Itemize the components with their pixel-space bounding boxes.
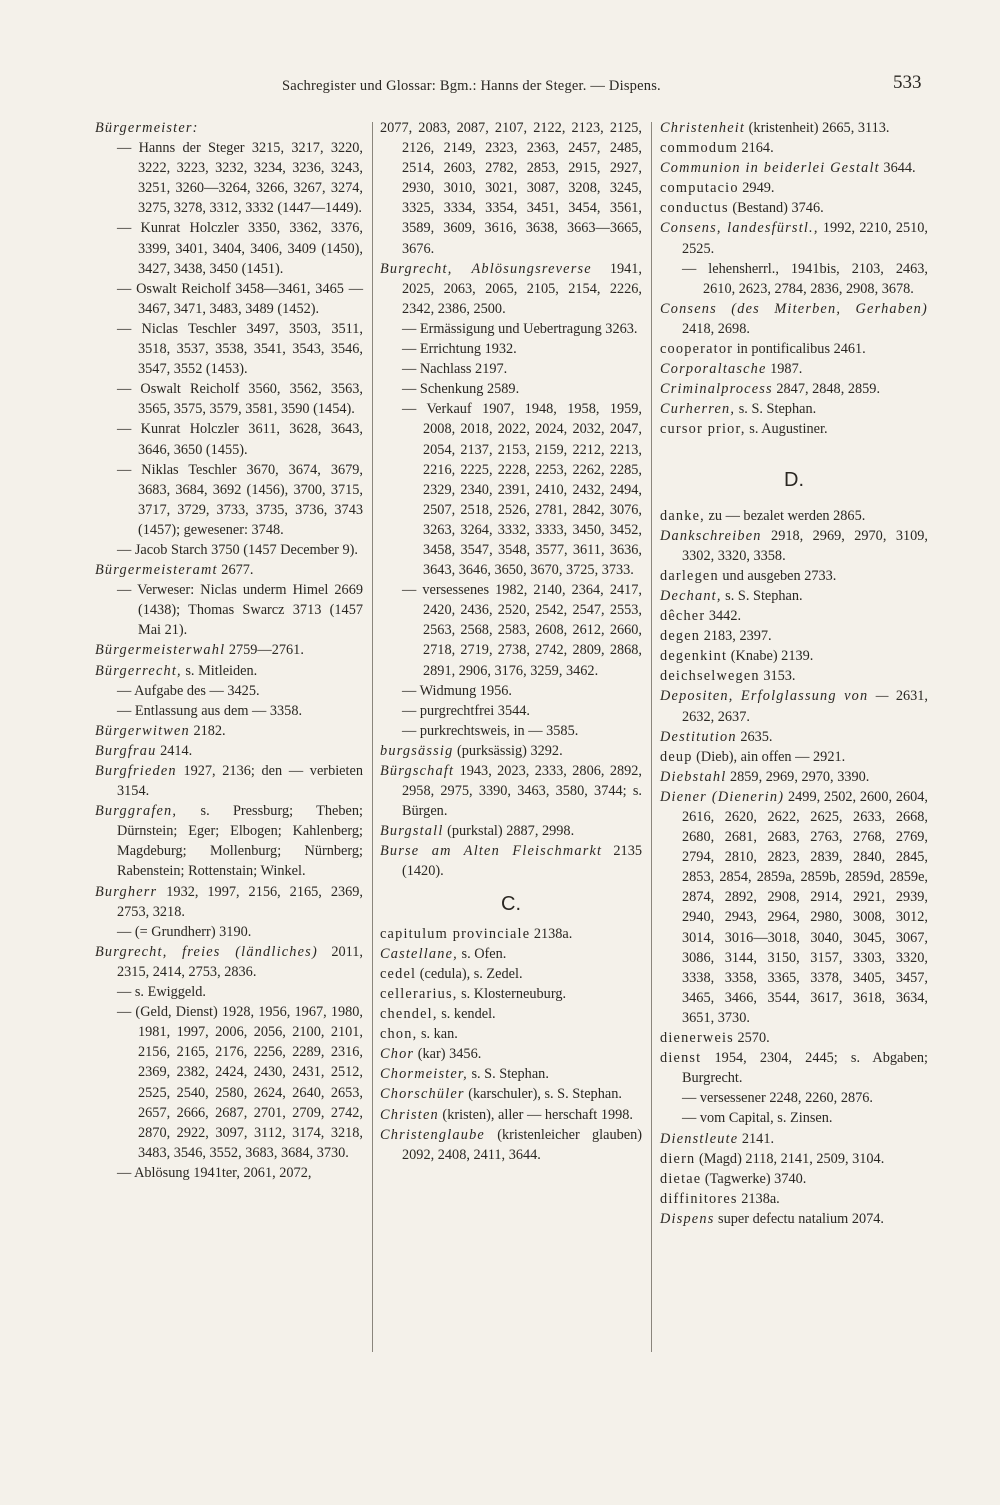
index-column-3: [660, 118, 928, 1229]
index-subentry: [380, 359, 642, 379]
entry-references: 1992, 2210, 2510, 2525.: [682, 220, 928, 257]
entry-references: 2138a.: [530, 925, 573, 942]
entry-headword: Bürgermeisterwahl: [95, 642, 226, 659]
index-subentry: [660, 1108, 928, 1128]
index-subentry: [95, 460, 363, 540]
entry-headword: degen: [660, 628, 701, 645]
entry-references: — Oswalt Reicholf 3458—3461, 3465 —3467, 3471, 3483, 3489 (1452).: [117, 280, 363, 317]
entry-references: — Kunrat Holczler 3611, 3628, 3643, 3646, 3650 (1455).: [117, 421, 363, 458]
entry-references: 2135 (1420).: [402, 843, 642, 880]
entry-headword: cedel: [380, 965, 417, 982]
entry-references: (kar) 3456.: [414, 1046, 482, 1063]
index-entry: [95, 882, 363, 922]
index-entry: [380, 1105, 642, 1125]
index-subentry: [95, 922, 363, 942]
entry-references: — purkrechtsweis, in — 3585.: [402, 722, 579, 739]
entry-references: (Bestand) 3746.: [728, 200, 824, 217]
entry-references: s. Augustiner.: [745, 421, 828, 438]
entry-references: — Ablösung 1941ter, 2061, 2072,: [117, 1164, 312, 1181]
entry-references: (purkstal) 2887, 2998.: [443, 823, 575, 840]
entry-headword: computacio: [660, 180, 739, 197]
index-entry: [380, 1024, 642, 1044]
index-entry: [95, 801, 363, 881]
index-subentry: [380, 399, 642, 580]
index-entry: [380, 984, 642, 1004]
index-entry: [95, 942, 363, 982]
index-entry: [380, 118, 642, 259]
entry-headword: Burgstall: [380, 823, 444, 840]
entry-references: 2141.: [738, 1130, 775, 1147]
index-subentry: [380, 339, 642, 359]
index-subentry: [95, 982, 363, 1002]
index-entry: [380, 761, 642, 821]
entry-references: — (Geld, Dienst) 1928, 1956, 1967, 1980, 1981, 1997, 2006, 2056, 2100, 2101, 2156, 2165, 2176, 2256, 2289, 2316, 2369, 2382, 2424, 2430, 2431, 2512, 2525, 2540, 2580, 2624, 2640, 2653, 2657, 2666, 2687, 2701, 2709, 2742, 2870, 2922, 3097, 3112, 3174, 3218, 3483, 3546, 3552, 3683, 3684, 3730.: [117, 1004, 363, 1161]
index-entry: [660, 747, 928, 767]
index-entry: [660, 566, 928, 586]
index-entry: [660, 379, 928, 399]
entry-references: 2182.: [189, 722, 226, 739]
entry-references: — Ermässigung und Uebertragung 3263.: [402, 320, 638, 337]
index-entry: [660, 138, 928, 158]
section-letter: D.: [784, 468, 804, 491]
entry-headword: cellerarius,: [380, 985, 458, 1002]
entry-headword: Consens, landesfürstl.,: [660, 220, 819, 237]
entry-references: 2164.: [737, 140, 774, 157]
entry-references: — vom Capital, s. Zinsen.: [682, 1110, 833, 1127]
entry-headword: capitulum provinciale: [380, 925, 531, 942]
entry-references: — Widmung 1956.: [402, 682, 512, 699]
entry-references: — Aufgabe des — 3425.: [117, 682, 260, 699]
index-subentry: [95, 419, 363, 459]
entry-references: s. S. Stephan.: [735, 401, 817, 418]
entry-references: s. S. Stephan.: [467, 1066, 549, 1083]
entry-headword: diern: [660, 1150, 696, 1167]
entry-references: 3153.: [759, 668, 796, 685]
entry-references: (Magd) 2118, 2141, 2509, 3104.: [695, 1150, 885, 1167]
index-entry: [660, 299, 928, 339]
entry-headword: Diebstahl: [660, 768, 727, 785]
index-entry: [660, 787, 928, 1028]
index-entry: [380, 841, 642, 881]
index-entry: [660, 198, 928, 218]
index-entry: [95, 761, 363, 801]
index-subentry: [660, 259, 928, 299]
index-entry: [380, 821, 642, 841]
entry-references: — Entlassung aus dem — 3358.: [117, 702, 303, 719]
index-subentry: [380, 681, 642, 701]
entry-headword: danke,: [660, 507, 705, 524]
entry-headword: darlegen: [660, 567, 719, 584]
entry-references: (kristenheit) 2665, 3113.: [745, 120, 890, 136]
entry-headword: dienst: [660, 1050, 702, 1067]
entry-headword: Burgrecht, freies (ländliches): [95, 943, 318, 960]
entry-headword: Christenglaube: [380, 1126, 485, 1143]
entry-references: s. Ofen.: [457, 945, 507, 962]
entry-references: — Verweser: Niclas underm Himel 2669 (1438); Thomas Swarcz 3713 (1457 Mai 21).: [117, 582, 363, 639]
index-entry: [660, 1048, 928, 1088]
entry-headword: deichselwegen: [660, 668, 760, 685]
index-entry: [380, 924, 642, 944]
entry-headword: Burgherr: [95, 883, 158, 900]
index-entry: [95, 721, 363, 741]
entry-headword: Burggrafen,: [95, 803, 178, 820]
index-entry: [660, 158, 928, 178]
index-entry: [660, 1169, 928, 1189]
entry-references: — Kunrat Holczler 3350, 3362, 3376, 3399, 3401, 3404, 3406, 3409 (1450), 3427, 3438, 3450 (1451).: [117, 220, 363, 277]
index-entry: [380, 259, 642, 319]
entry-headword: chendel,: [380, 1006, 438, 1023]
column-divider: [372, 122, 373, 1352]
entry-headword: Bürgschaft: [380, 763, 455, 779]
entry-references: — Niklas Teschler 3670, 3674, 3679, 3683, 3684, 3692 (1456), 3700, 3715, 3717, 3729, 3733, 3735, 3736, 3743 (1457); gewesener: 3748.: [117, 461, 363, 538]
entry-references: in pontificalibus 2461.: [733, 341, 866, 358]
entry-headword: dienerweis: [660, 1030, 734, 1047]
entry-headword: Destitution: [660, 728, 737, 745]
entry-references: 2635.: [736, 728, 773, 745]
entry-headword: dêcher: [660, 608, 706, 625]
entry-references: super defectu natalium 2074.: [714, 1210, 884, 1227]
entry-headword: Criminalprocess: [660, 381, 773, 398]
index-entry: [660, 586, 928, 606]
index-subentry: [380, 319, 642, 339]
entry-headword: Diener (Dienerin): [660, 788, 785, 805]
entry-references: — Errichtung 1932.: [402, 341, 517, 358]
entry-headword: Chorschüler: [380, 1086, 465, 1103]
index-subentry: [95, 379, 363, 419]
entry-references: (cedula), s. Zedel.: [416, 965, 523, 982]
index-subentry: [95, 279, 363, 319]
entry-headword: Dechant,: [660, 587, 722, 604]
entry-headword: Chor: [380, 1046, 415, 1063]
index-entry: [660, 1189, 928, 1209]
index-entry: [660, 1149, 928, 1169]
index-entry: [660, 506, 928, 526]
index-entry: [380, 1064, 642, 1084]
entry-headword: Castellane,: [380, 945, 458, 962]
index-entry: [660, 727, 928, 747]
entry-references: 2077, 2083, 2087, 2107, 2122, 2123, 2125, 2126, 2149, 2323, 2363, 2457, 2485, 2514, 2603, 2782, 2853, 2915, 2927, 2930, 3010, 3021, 3087, 3208, 3245, 3325, 3334, 3354, 3451, 3454, 3561, 3589, 3609, 3616, 3638, 3663—3665, 3676.: [380, 120, 642, 257]
entry-headword: cursor prior,: [660, 421, 746, 438]
entry-references: 2183, 2397.: [700, 628, 772, 645]
entry-references: 2499, 2502, 2600, 2604, 2616, 2620, 2622, 2625, 2633, 2668, 2680, 2681, 2683, 2763, 2768, 2769, 2794, 2810, 2823, 2839, 2840, 2845, 2853, 2854, 2859a, 2859b, 2859d, 2859e, 2874, 2892, 2908, 2914, 2921, 2939, 2940, 2943, 2964, 2980, 3008, 3012, 3014, 3016—3018, 3040, 3045, 3067, 3086, 3144, 3150, 3157, 3303, 3320, 3338, 3358, 3365, 3378, 3405, 3457, 3465, 3466, 3544, 3617, 3618, 3634, 3651, 3730.: [682, 788, 928, 1026]
index-entry: [380, 964, 642, 984]
index-entry: [380, 1125, 642, 1165]
entry-headword: Christenheit: [660, 120, 746, 136]
index-entry: [660, 359, 928, 379]
index-entry: [380, 1004, 642, 1024]
entry-references: s. kendel.: [437, 1006, 496, 1023]
column-divider: [651, 122, 652, 1352]
index-subentry: [95, 319, 363, 379]
entry-references: 3442.: [705, 608, 742, 625]
entry-references: und ausgeben 2733.: [718, 567, 837, 584]
entry-headword: Bürgerwitwen: [95, 722, 190, 739]
entry-headword: Curherren,: [660, 401, 736, 418]
index-subentry: [95, 218, 363, 278]
index-entry: [660, 646, 928, 666]
index-entry: [660, 118, 928, 138]
entry-headword: dietae: [660, 1170, 702, 1187]
entry-headword: Chormeister,: [380, 1066, 468, 1083]
entry-headword: conductus: [660, 200, 729, 217]
index-subentry: [95, 1163, 363, 1183]
index-subentry: [95, 138, 363, 218]
entry-references: 1941, 2025, 2063, 2065, 2105, 2154, 2226, 2342, 2386, 2500.: [402, 260, 642, 317]
entry-references: — versessenes 1982, 2140, 2364, 2417, 2420, 2436, 2520, 2542, 2547, 2553, 2563, 2568, 2583, 2608, 2612, 2660, 2718, 2719, 2738, 2742, 2809, 2868, 2891, 2906, 3176, 3259, 3462.: [402, 582, 642, 679]
entry-headword: Bürgermeisteramt: [95, 562, 218, 579]
entry-headword: Consens (des Miterben, Gerhaben): [660, 300, 928, 317]
entry-references: — lehensherrl., 1941bis, 2103, 2463, 2610, 2623, 2784, 2836, 2908, 3678.: [682, 260, 928, 297]
index-subentry: [380, 701, 642, 721]
entry-headword: Bürgerrecht,: [95, 662, 182, 679]
index-entry: [380, 1084, 642, 1104]
index-entry: [660, 339, 928, 359]
entry-references: 2570.: [733, 1030, 770, 1047]
entry-references: s. S. Stephan.: [721, 587, 803, 604]
entry-references: 3644.: [879, 160, 916, 177]
entry-references: 2631, 2632, 2637.: [682, 688, 928, 725]
index-subentry: [95, 681, 363, 701]
entry-references: 1932, 1997, 2156, 2165, 2369, 2753, 3218.: [117, 883, 363, 920]
entry-references: 2138a.: [737, 1190, 780, 1207]
entry-references: (Dieb), ain offen — 2921.: [692, 748, 846, 765]
entry-references: 2677.: [217, 562, 254, 579]
index-entry: [660, 419, 928, 439]
entry-references: — Niclas Teschler 3497, 3503, 3511, 3518, 3537, 3538, 3541, 3543, 3546, 3547, 3552 (1453).: [117, 320, 363, 378]
entry-headword: Dankschreiben: [660, 527, 762, 544]
index-subentry: [95, 540, 363, 560]
index-entry: [660, 526, 928, 566]
entry-references: 1954, 2304, 2445; s. Abgaben; Burgrecht.: [682, 1050, 928, 1087]
index-entry: [380, 1044, 642, 1064]
entry-references: 2949.: [738, 180, 775, 197]
entry-references: — purgrechtfrei 3544.: [402, 702, 530, 719]
index-entry: [660, 178, 928, 198]
index-entry: [95, 640, 363, 660]
entry-references: — (= Grundherr) 3190.: [117, 923, 252, 940]
entry-headword: Communion in beiderlei Gestalt: [660, 160, 880, 177]
entry-references: 2418, 2698.: [682, 320, 750, 337]
index-subentry: [95, 701, 363, 721]
entry-headword: Depositen, Erfolglassung von —: [660, 688, 890, 705]
entry-references: (purksässig) 3292.: [453, 742, 563, 759]
section-letter: C.: [501, 892, 521, 915]
entry-headword: Burse am Alten Fleischmarkt: [380, 843, 603, 860]
entry-headword: commodum: [660, 140, 738, 157]
entry-headword: Bürgermeister:: [95, 120, 199, 136]
entry-references: (Knabe) 2139.: [727, 648, 814, 665]
entry-headword: degenkint: [660, 648, 728, 665]
entry-references: 1987.: [766, 361, 803, 378]
entry-references: s. Pressburg; Theben; Dürnstein; Eger; Elbogen; Kahlenberg; Magdeburg; Mollenburg; Nürnberg; Rabenstein; Rottenstain; Winkel.: [117, 803, 363, 880]
entry-headword: Dienstleute: [660, 1130, 739, 1147]
entry-references: — Nachlass 2197.: [402, 361, 508, 378]
page-number: 533: [893, 72, 922, 93]
entry-references: s. Mitleiden.: [181, 662, 258, 679]
entry-references: 2011, 2315, 2414, 2753, 2836.: [117, 943, 363, 980]
entry-references: — Hanns der Steger 3215, 3217, 3220, 3222, 3223, 3232, 3234, 3236, 3243, 3251, 3260—3264, 3266, 3267, 3274, 3275, 3278, 3312, 3332 (1447—1449).: [117, 140, 363, 217]
index-subentry: [380, 379, 642, 399]
index-subentry: [95, 1002, 363, 1163]
entry-references: — s. Ewiggeld.: [117, 984, 206, 1001]
entry-headword: deup: [660, 748, 693, 765]
index-entry: [660, 626, 928, 646]
index-subentry: [660, 1088, 928, 1108]
entry-references: — Oswalt Reicholf 3560, 3562, 3563, 3565, 3575, 3579, 3581, 3590 (1454).: [117, 381, 363, 418]
running-title: Sachregister und Glossar: Bgm.: Hanns der Steger. — Dispens.: [282, 78, 661, 94]
entry-references: 2414.: [156, 742, 193, 759]
entry-references: zu — bezalet werden 2865.: [704, 507, 866, 524]
index-entry: [95, 560, 363, 580]
entry-references: 1943, 2023, 2333, 2806, 2892, 2958, 2975, 3390, 3463, 3580, 3744; s. Bürgen.: [402, 763, 642, 820]
index-column-2: [380, 118, 642, 1165]
entry-references: 2859, 2969, 2970, 3390.: [726, 768, 870, 785]
index-entry: [95, 118, 363, 138]
index-subentry: [95, 580, 363, 640]
index-entry: [660, 1028, 928, 1048]
entry-references: (Tagwerke) 3740.: [701, 1170, 807, 1187]
entry-references: s. Klosterneuburg.: [457, 985, 567, 1002]
entry-headword: burgsässig: [380, 742, 454, 759]
entry-references: (kristenleicher glauben) 2092, 2408, 2411, 3644.: [402, 1126, 642, 1163]
index-subentry: [380, 580, 642, 680]
index-entry: [380, 944, 642, 964]
entry-headword: Dispens: [660, 1210, 715, 1227]
index-column-1: [95, 118, 363, 1183]
index-entry: [660, 666, 928, 686]
entry-headword: Burgfrau: [95, 742, 157, 759]
entry-headword: cooperator: [660, 341, 734, 358]
entry-references: — Verkauf 1907, 1948, 1958, 1959, 2008, 2018, 2022, 2024, 2032, 2047, 2054, 2137, 2153, 2159, 2212, 2213, 2216, 2225, 2228, 2253, 2262, 2285, 2329, 2340, 2391, 2410, 2432, 2494, 2507, 2518, 2526, 2781, 2842, 3076, 3263, 3264, 3332, 3333, 3450, 3452, 3458, 3547, 3548, 3577, 3611, 3636, 3643, 3646, 3650, 3670, 3725, 3733.: [402, 401, 642, 579]
index-entry: [660, 686, 928, 726]
index-entry: [660, 218, 928, 258]
index-entry: [95, 741, 363, 761]
index-entry: [660, 1129, 928, 1149]
entry-references: (karschuler), s. S. Stephan.: [464, 1086, 622, 1103]
index-entry: [660, 399, 928, 419]
index-entry: [95, 661, 363, 681]
entry-headword: Burgfrieden: [95, 763, 177, 779]
index-entry: [660, 767, 928, 787]
index-entry: [660, 606, 928, 626]
entry-references: 1927, 2136; den — verbieten 3154.: [117, 763, 363, 800]
index-entry: [660, 1209, 928, 1229]
entry-references: 2918, 2969, 2970, 3109, 3302, 3320, 3358.: [682, 527, 928, 564]
entry-references: (kristen), aller — herschaft 1998.: [438, 1106, 633, 1123]
entry-headword: Christen: [380, 1106, 439, 1123]
entry-references: — Schenkung 2589.: [402, 381, 520, 398]
entry-headword: chon,: [380, 1026, 418, 1043]
index-subentry: [380, 721, 642, 741]
entry-headword: Burgrecht, Ablösungsreverse: [380, 260, 592, 277]
entry-headword: Corporaltasche: [660, 361, 767, 378]
entry-references: 2759—2761.: [225, 642, 304, 659]
entry-references: — Jacob Starch 3750 (1457 December 9).: [117, 541, 358, 558]
index-entry: [380, 741, 642, 761]
entry-references: 2847, 2848, 2859.: [772, 381, 881, 398]
entry-references: s. kan.: [417, 1026, 458, 1043]
entry-headword: diffinitores: [660, 1190, 738, 1207]
entry-references: — versessener 2248, 2260, 2876.: [682, 1090, 873, 1107]
